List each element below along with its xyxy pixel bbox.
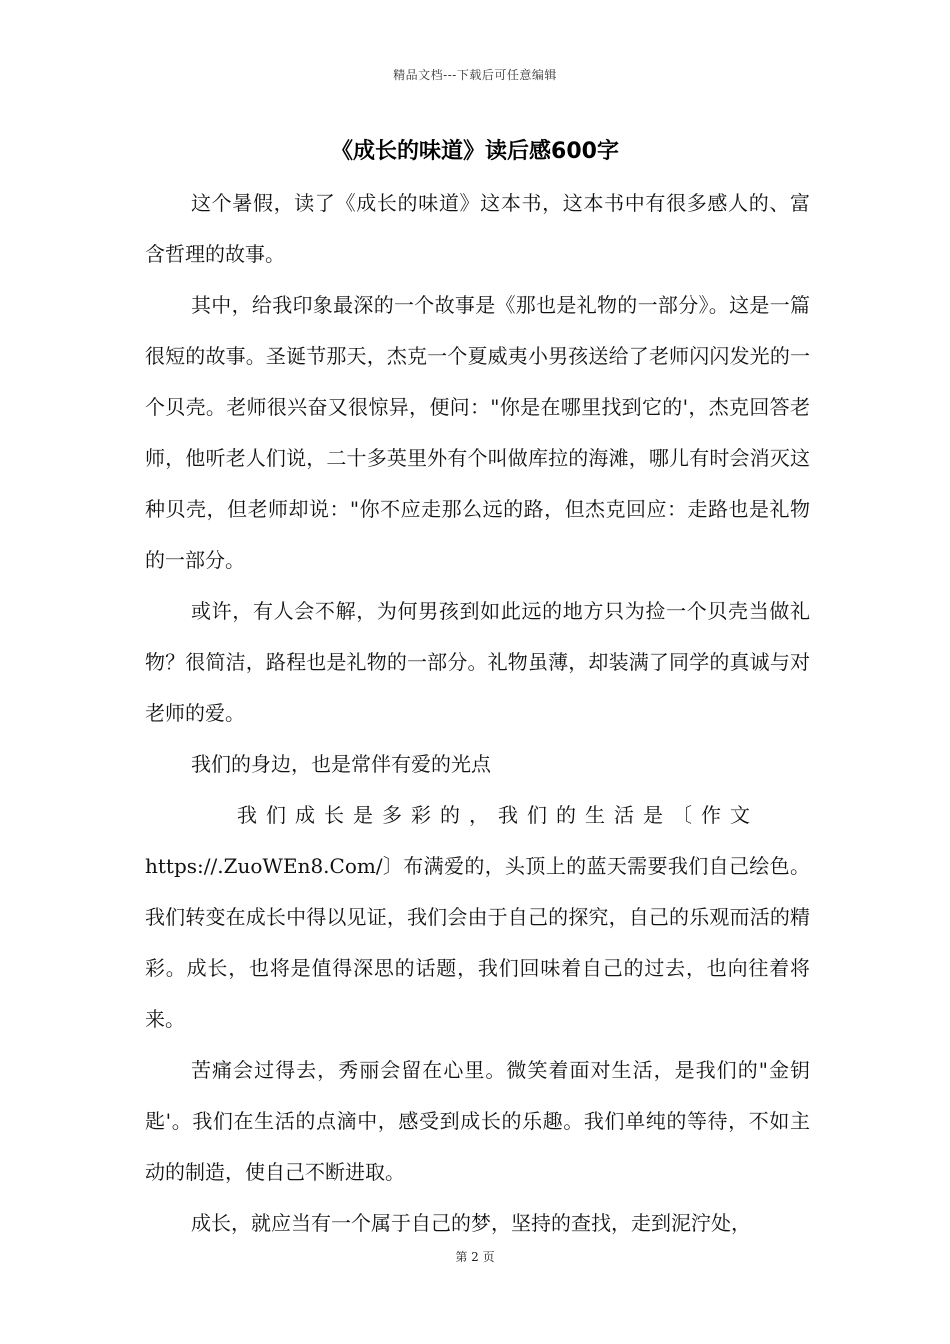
paragraph: 或许，有人会不解，为何男孩到如此远的地方只为捡一个贝壳当做礼物？很简洁，路程也是礼物的一部分。礼物虽薄，却装满了同学的真诚与对老师的爱。 [145, 599, 810, 725]
paragraph: 成长，就应当有一个属于自己的梦，坚持的查找，走到泥泞处， [191, 1211, 751, 1235]
page-number: 第 2 页 [455, 1250, 495, 1264]
paragraph: 我们成长是多彩的，我们的生活是〔作文 [237, 803, 759, 827]
document-title: 《成长的味道》读后感600字 [331, 139, 619, 164]
paragraph: https://.ZuoWEn8.Com/〕布满爱的，头顶上的蓝天需要我们自己绘色。我们转变在成长中得以见证，我们会由于自己的探究，自己的乐观而活的精彩。成长，也将是值得深思的话题，我们回味着自己的过去，也向往着将来。 [145, 854, 810, 1031]
document-body [145, 178, 810, 1249]
page-header: 精品文档---下载后可任意编辑 [393, 68, 557, 82]
paragraph: 苦痛会过得去，秀丽会留在心里。微笑着面对生活，是我们的"金钥匙'。我们在生活的点滴中，感受到成长的乐趣。我们单纯的等待，不如主动的制造，使自己不断进取。 [145, 1058, 810, 1184]
paragraph: 其中，给我印象最深的一个故事是《那也是礼物的一部分》。这是一篇很短的故事。圣诞节那天，杰克一个夏威夷小男孩送给了老师闪闪发光的一个贝壳。老师很兴奋又很惊异，便问："你是在哪里找到它的'，杰克回答老师，他听老人们说，二十多英里外有个叫做库拉的海滩，哪儿有时会消灭这种贝壳，但老师却说："你不应走那么远的路，但杰克回应：走路也是礼物的一部分。 [145, 293, 810, 572]
paragraph: 我们的身边，也是常伴有爱的光点 [191, 752, 491, 776]
paragraph: 这个暑假，读了《成长的味道》这本书，这本书中有很多感人的、富含哲理的故事。 [145, 191, 810, 266]
